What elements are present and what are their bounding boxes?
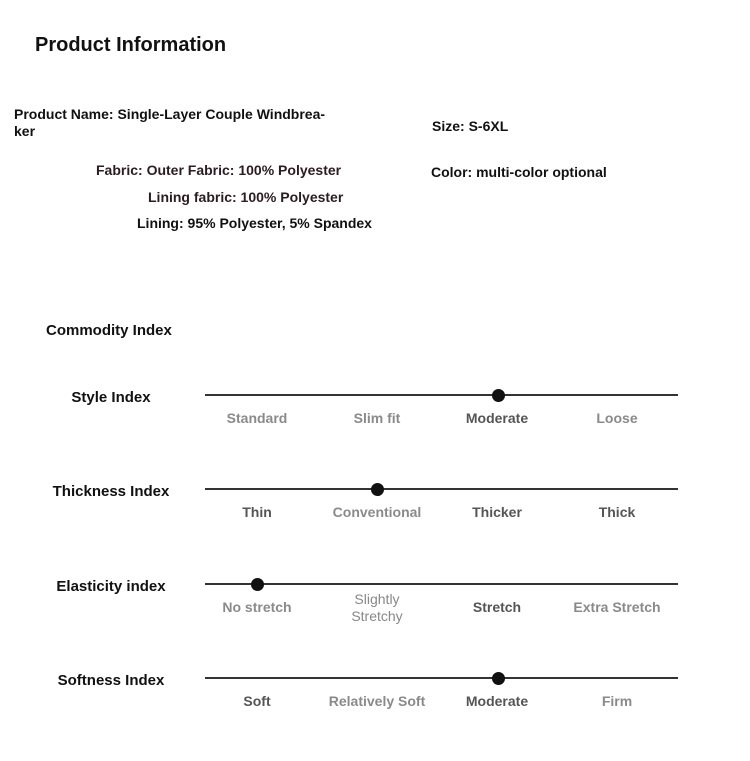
- commodity-index-heading: Commodity Index: [46, 322, 172, 339]
- index-track: [205, 677, 678, 679]
- index-option: Firm: [601, 693, 633, 709]
- index-option: Slim fit: [353, 410, 401, 426]
- lining-fabric-info: Lining fabric: 100% Polyester: [148, 189, 344, 205]
- lining-info: Lining: 95% Polyester, 5% Spandex: [137, 215, 372, 231]
- index-label: Thickness Index: [52, 483, 170, 500]
- index-option: Relatively Soft: [328, 693, 426, 709]
- index-option: Thick: [598, 504, 636, 520]
- index-option: Loose: [596, 410, 638, 426]
- index-option: Thicker: [472, 504, 522, 520]
- index-marker: [251, 578, 264, 591]
- index-marker: [492, 389, 505, 402]
- index-option: Conventional: [332, 504, 422, 520]
- index-marker: [371, 483, 384, 496]
- size-info: Size: S-6XL: [432, 118, 509, 134]
- index-marker: [492, 672, 505, 685]
- index-option: No stretch: [222, 599, 292, 615]
- index-option: Moderate: [465, 693, 529, 709]
- index-option: Moderate: [465, 410, 529, 426]
- index-label: Softness Index: [57, 672, 165, 689]
- page-title: Product Information: [35, 34, 227, 56]
- index-option: Standard: [226, 410, 288, 426]
- product-name: Product Name: Single-Layer Couple Windbrea-ker: [14, 106, 326, 139]
- index-option: Thin: [242, 504, 272, 520]
- index-option: Soft: [243, 693, 271, 709]
- index-track: [205, 394, 678, 396]
- index-track: [205, 583, 678, 585]
- index-label: Elasticity index: [56, 578, 166, 595]
- index-option: Stretch: [472, 599, 522, 615]
- index-track: [205, 488, 678, 490]
- fabric-info: Fabric: Outer Fabric: 100% Polyester: [96, 162, 342, 178]
- index-option: Extra Stretch: [573, 599, 661, 615]
- color-info: Color: multi-color optional: [431, 164, 607, 180]
- index-label: Style Index: [71, 389, 151, 406]
- index-option: Slightly Stretchy: [351, 591, 403, 624]
